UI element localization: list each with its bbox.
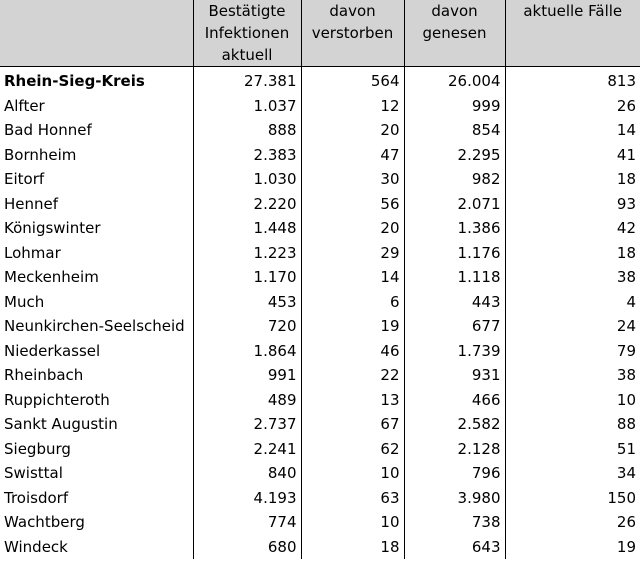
header-cell-region — [0, 0, 193, 67]
table-row — [0, 192, 640, 217]
cell-genesen: 643 — [404, 535, 505, 560]
cell-aktuell: 14 — [616, 121, 636, 140]
cell-aktuell: 41 — [616, 145, 636, 164]
cell-verstorben: 564 — [301, 67, 404, 94]
cell-verstorben: 13 — [301, 388, 404, 413]
cell-aktuell: 79 — [616, 341, 636, 360]
table-row — [0, 535, 640, 560]
cell-aktuell: 34 — [616, 464, 636, 483]
cell-genesen: 982 — [404, 167, 505, 192]
cell-name: Wachtberg — [0, 510, 193, 535]
cell-genesen: 1.176 — [404, 241, 505, 266]
cell-infektionen: 1.037 — [193, 94, 301, 119]
table-row — [0, 118, 640, 143]
cell-verstorben: 22 — [301, 363, 404, 388]
cell-genesen: 26.004 — [404, 67, 505, 94]
cell-aktuell: 18 — [616, 170, 636, 189]
table-row — [0, 339, 640, 364]
cell-name: Eitorf — [0, 167, 193, 192]
cell-aktuell: 813 — [607, 72, 636, 91]
cell-infektionen: 2.737 — [193, 412, 301, 437]
table-body — [0, 67, 640, 560]
header-cell-verstorben — [301, 0, 404, 67]
cell-verstorben: 20 — [301, 118, 404, 143]
cell-verstorben: 47 — [301, 143, 404, 168]
cell-infektionen: 1.030 — [193, 167, 301, 192]
table-row — [0, 290, 640, 315]
header-line: aktuell — [221, 46, 273, 64]
cell-aktuell: 42 — [616, 219, 636, 238]
table-row — [0, 363, 640, 388]
cell-infektionen: 2.220 — [193, 192, 301, 217]
header-cell-genesen — [404, 0, 505, 67]
cell-genesen: 1.118 — [404, 265, 505, 290]
table-header — [0, 0, 640, 67]
cell-name: Hennef — [0, 192, 193, 217]
cell-aktuell: 88 — [616, 415, 636, 434]
cell-infektionen: 2.241 — [193, 437, 301, 462]
cell-aktuell: 24 — [616, 317, 636, 336]
header-line: genesen — [422, 24, 487, 42]
cell-verstorben: 30 — [301, 167, 404, 192]
cell-genesen: 1.739 — [404, 339, 505, 364]
cell-genesen: 2.295 — [404, 143, 505, 168]
table-row — [0, 510, 640, 535]
cell-infektionen: 1.170 — [193, 265, 301, 290]
cell-infektionen: 4.193 — [193, 486, 301, 511]
cell-verstorben: 18 — [301, 535, 404, 560]
cell-genesen: 2.128 — [404, 437, 505, 462]
cell-name: Swisttal — [0, 461, 193, 486]
cell-name: Alfter — [0, 94, 193, 119]
table-row — [0, 486, 640, 511]
cell-genesen: 2.582 — [404, 412, 505, 437]
cell-name: Lohmar — [0, 241, 193, 266]
header-cell-aktuell — [505, 0, 640, 67]
cell-genesen: 443 — [404, 290, 505, 315]
cell-name: Bad Honnef — [0, 118, 193, 143]
cell-infektionen: 453 — [193, 290, 301, 315]
table-row — [0, 388, 640, 413]
header-line: aktuelle Fälle — [523, 2, 623, 20]
cell-verstorben: 12 — [301, 94, 404, 119]
cell-aktuell: 26 — [616, 96, 636, 115]
cell-verstorben: 46 — [301, 339, 404, 364]
cell-aktuell: 38 — [616, 268, 636, 287]
cell-name: Much — [0, 290, 193, 315]
cell-name: Meckenheim — [0, 265, 193, 290]
cell-infektionen: 1.448 — [193, 216, 301, 241]
header-line: davon — [431, 2, 478, 20]
table-row — [0, 167, 640, 192]
cell-aktuell: 51 — [616, 439, 636, 458]
table-row — [0, 314, 640, 339]
cell-infektionen: 991 — [193, 363, 301, 388]
cell-infektionen: 1.864 — [193, 339, 301, 364]
cell-infektionen: 2.383 — [193, 143, 301, 168]
cell-infektionen: 888 — [193, 118, 301, 143]
table-row — [0, 241, 640, 266]
cell-genesen: 3.980 — [404, 486, 505, 511]
header-line: verstorben — [311, 24, 394, 42]
table-row — [0, 67, 640, 94]
table-row — [0, 143, 640, 168]
cell-genesen: 466 — [404, 388, 505, 413]
cell-genesen: 2.071 — [404, 192, 505, 217]
cell-aktuell: 150 — [607, 488, 636, 507]
cell-genesen: 796 — [404, 461, 505, 486]
cell-name: Windeck — [0, 535, 193, 560]
cell-verstorben: 10 — [301, 461, 404, 486]
table-row — [0, 461, 640, 486]
table-row — [0, 437, 640, 462]
cell-infektionen: 774 — [193, 510, 301, 535]
cell-genesen: 1.386 — [404, 216, 505, 241]
cell-aktuell: 38 — [616, 366, 636, 385]
cell-verstorben: 56 — [301, 192, 404, 217]
cell-genesen: 738 — [404, 510, 505, 535]
cell-name: Bornheim — [0, 143, 193, 168]
cell-aktuell: 93 — [616, 194, 636, 213]
cell-verstorben: 29 — [301, 241, 404, 266]
cell-verstorben: 67 — [301, 412, 404, 437]
cell-genesen: 677 — [404, 314, 505, 339]
cell-aktuell: 26 — [616, 513, 636, 532]
cell-verstorben: 62 — [301, 437, 404, 462]
table-row — [0, 412, 640, 437]
table-row — [0, 216, 640, 241]
cell-name: Niederkassel — [0, 339, 193, 364]
header-line: Infektionen — [204, 24, 290, 42]
cell-genesen: 854 — [404, 118, 505, 143]
cell-genesen: 931 — [404, 363, 505, 388]
cell-name: Neunkirchen-Seelscheid — [0, 314, 193, 339]
cell-name: Troisdorf — [0, 486, 193, 511]
cell-verstorben: 63 — [301, 486, 404, 511]
cell-name: Ruppichteroth — [0, 388, 193, 413]
table-row — [0, 94, 640, 119]
cell-name: Sankt Augustin — [0, 412, 193, 437]
cell-verstorben: 20 — [301, 216, 404, 241]
cell-aktuell: 18 — [616, 243, 636, 262]
cell-name: Siegburg — [0, 437, 193, 462]
cell-infektionen: 840 — [193, 461, 301, 486]
cell-genesen: 999 — [404, 94, 505, 119]
cell-infektionen: 720 — [193, 314, 301, 339]
cell-verstorben: 10 — [301, 510, 404, 535]
table-row — [0, 265, 640, 290]
cell-aktuell: 10 — [616, 390, 636, 409]
cell-infektionen: 27.381 — [193, 67, 301, 94]
cell-verstorben: 14 — [301, 265, 404, 290]
cell-verstorben: 19 — [301, 314, 404, 339]
cell-infektionen: 489 — [193, 388, 301, 413]
cell-infektionen: 680 — [193, 535, 301, 560]
cell-name: Rheinbach — [0, 363, 193, 388]
cell-name: Königswinter — [0, 216, 193, 241]
header-line: Bestätigte — [208, 2, 286, 20]
header-line: davon — [329, 2, 376, 20]
cell-verstorben: 6 — [301, 290, 404, 315]
cell-aktuell: 19 — [616, 537, 636, 556]
header-cell-infektionen — [193, 0, 301, 67]
header-row — [0, 0, 640, 67]
cell-name: Rhein-Sieg-Kreis — [0, 67, 193, 94]
cell-infektionen: 1.223 — [193, 241, 301, 266]
cell-aktuell: 4 — [626, 292, 636, 311]
